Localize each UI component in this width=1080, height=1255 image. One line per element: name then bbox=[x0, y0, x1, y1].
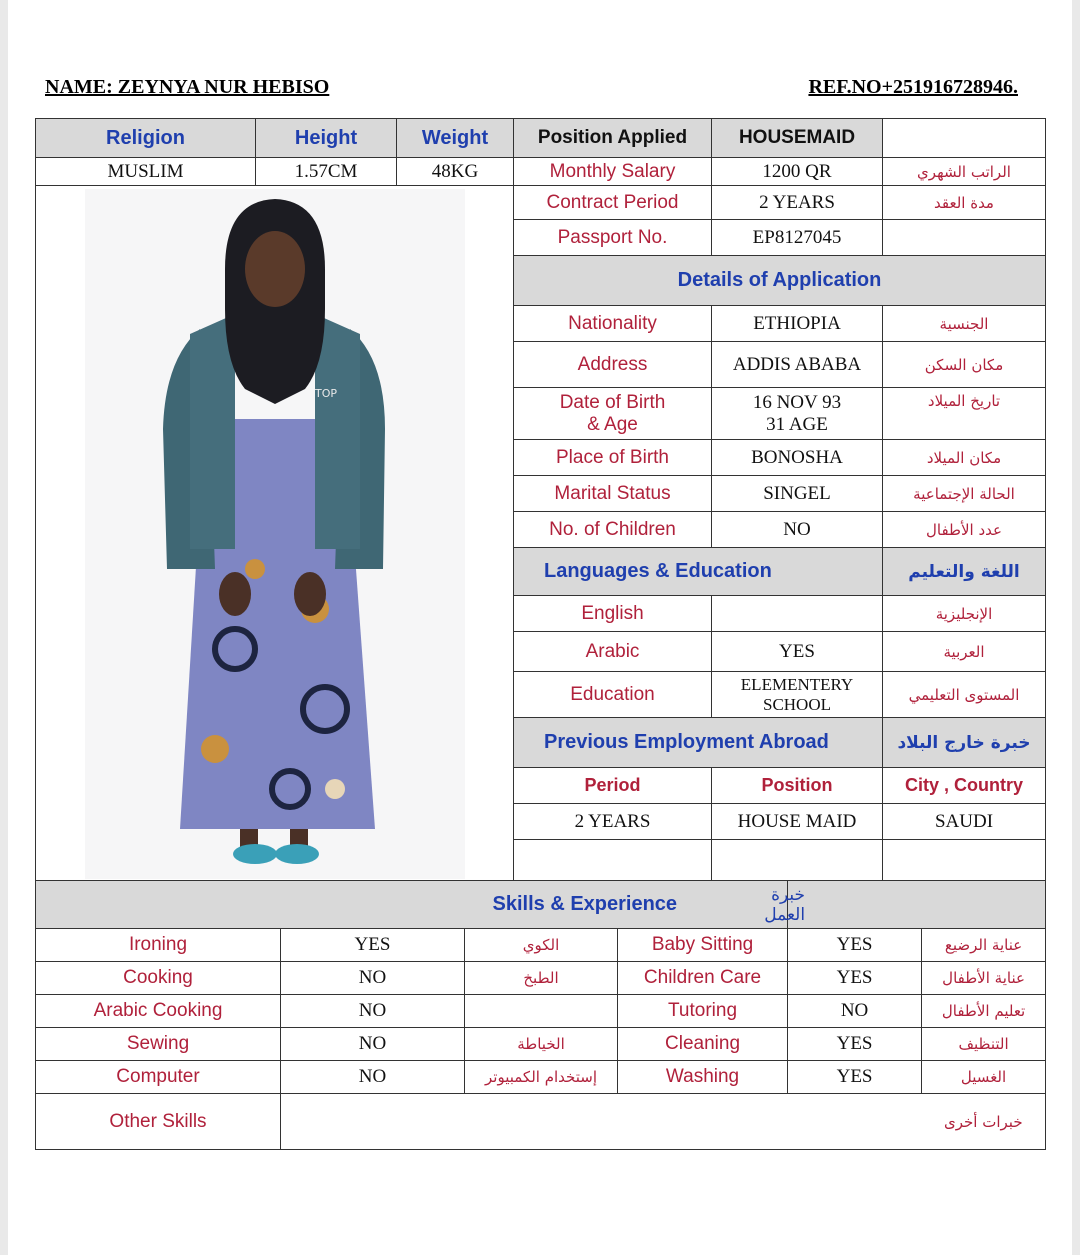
position-applied-value: HOUSEMAID bbox=[712, 119, 883, 158]
skill-tutoring-label: Tutoring bbox=[618, 995, 788, 1028]
skill-children-care-value: YES bbox=[788, 962, 922, 995]
applicant-photo bbox=[85, 189, 465, 879]
arabic-ar: العربية bbox=[883, 632, 1046, 672]
place-of-birth-ar: مكان الميلاد bbox=[883, 440, 1046, 476]
nationality-ar: الجنسية bbox=[883, 306, 1046, 342]
position-applied-blank bbox=[883, 119, 1046, 158]
address-ar: مكان السكن bbox=[883, 342, 1046, 388]
monthly-salary-ar: الراتب الشهري bbox=[883, 158, 1046, 186]
weight-value: 48KG bbox=[397, 158, 514, 186]
education-ar: المستوى التعليمي bbox=[883, 672, 1046, 718]
skill-tutoring-ar: تعليم الأطفال bbox=[922, 995, 1046, 1028]
dob-value-line2: 31 AGE bbox=[766, 413, 828, 435]
skills-title-ar: خبرة العمل bbox=[788, 881, 1046, 929]
children-value: NO bbox=[712, 512, 883, 548]
employment-col-period: Period bbox=[514, 768, 712, 804]
skill-computer-ar: إستخدام الكمبيوتر bbox=[465, 1061, 618, 1094]
skill-cleaning-label: Cleaning bbox=[618, 1028, 788, 1061]
skills-table bbox=[35, 880, 1046, 1150]
address-label: Address bbox=[514, 342, 712, 388]
languages-title: Languages & Education bbox=[514, 548, 883, 596]
applicant-portrait-image bbox=[85, 189, 465, 879]
employment-city-2 bbox=[883, 840, 1046, 882]
passport-value: EP8127045 bbox=[712, 220, 883, 256]
dob-value bbox=[712, 388, 883, 440]
skill-arabic-cooking-label: Arabic Cooking bbox=[36, 995, 281, 1028]
skill-washing-value: YES bbox=[788, 1061, 922, 1094]
monthly-salary-label: Monthly Salary bbox=[514, 158, 712, 186]
photo-cell bbox=[36, 186, 514, 882]
skill-arabic-cooking-ar bbox=[465, 995, 618, 1028]
english-label: English bbox=[514, 596, 712, 632]
address-value: ADDIS ABABA bbox=[712, 342, 883, 388]
skill-sewing-label: Sewing bbox=[36, 1028, 281, 1061]
employment-period: 2 YEARS bbox=[514, 804, 712, 840]
skill-computer-label: Computer bbox=[36, 1061, 281, 1094]
employment-city: SAUDI bbox=[883, 804, 1046, 840]
education-value-line2: SCHOOL bbox=[762, 694, 831, 714]
dob-label-line2: & Age bbox=[587, 413, 638, 435]
skill-baby-sitting-label: Baby Sitting bbox=[618, 929, 788, 962]
application-table bbox=[35, 118, 1046, 882]
employment-position-2 bbox=[712, 840, 883, 882]
skill-sewing-ar: الخياطة bbox=[465, 1028, 618, 1061]
employment-col-city: City , Country bbox=[883, 768, 1046, 804]
applicant-name: NAME: ZEYNYA NUR HEBISO bbox=[45, 76, 330, 98]
skill-cleaning-ar: التنظيف bbox=[922, 1028, 1046, 1061]
english-ar: الإنجليزية bbox=[883, 596, 1046, 632]
employment-title-ar: خبرة خارج البلاد bbox=[883, 718, 1046, 768]
nationality-value: ETHIOPIA bbox=[712, 306, 883, 342]
skill-children-care-ar: عناية الأطفال bbox=[922, 962, 1046, 995]
children-label: No. of Children bbox=[514, 512, 712, 548]
skill-ironing-value: YES bbox=[281, 929, 465, 962]
employment-position: HOUSE MAID bbox=[712, 804, 883, 840]
employment-period-2 bbox=[514, 840, 712, 882]
skill-tutoring-value: NO bbox=[788, 995, 922, 1028]
marital-status-ar: الحالة الإجتماعية bbox=[883, 476, 1046, 512]
religion-label: Religion bbox=[36, 119, 256, 158]
contract-period-label: Contract Period bbox=[514, 186, 712, 220]
skill-baby-sitting-value: YES bbox=[788, 929, 922, 962]
skill-computer-value: NO bbox=[281, 1061, 465, 1094]
skill-washing-ar: الغسيل bbox=[922, 1061, 1046, 1094]
dob-value-line1: 16 NOV 93 bbox=[752, 391, 842, 413]
other-skills-ar: خبرات أخرى bbox=[922, 1094, 1046, 1150]
arabic-label: Arabic bbox=[514, 632, 712, 672]
contract-period-ar: مدة العقد bbox=[883, 186, 1046, 220]
skill-arabic-cooking-value: NO bbox=[281, 995, 465, 1028]
place-of-birth-label: Place of Birth bbox=[514, 440, 712, 476]
reference-number: REF.NO+251916728946. bbox=[808, 76, 1018, 98]
marital-status-value: SINGEL bbox=[712, 476, 883, 512]
height-label: Height bbox=[256, 119, 397, 158]
skill-sewing-value: NO bbox=[281, 1028, 465, 1061]
skill-cooking-value: NO bbox=[281, 962, 465, 995]
passport-ar bbox=[883, 220, 1046, 256]
skill-cleaning-value: YES bbox=[788, 1028, 922, 1061]
skill-cooking-ar: الطبخ bbox=[465, 962, 618, 995]
other-skills-label: Other Skills bbox=[36, 1094, 281, 1150]
dob-ar: تاريخ الميلاد bbox=[883, 388, 1046, 440]
skill-cooking-label: Cooking bbox=[36, 962, 281, 995]
dob-label-line1: Date of Birth bbox=[559, 391, 666, 413]
skill-children-care-label: Children Care bbox=[618, 962, 788, 995]
dob-label bbox=[514, 388, 712, 440]
monthly-salary-value: 1200 QR bbox=[712, 158, 883, 186]
skill-ironing-ar: الكوي bbox=[465, 929, 618, 962]
education-value bbox=[712, 672, 883, 718]
marital-status-label: Marital Status bbox=[514, 476, 712, 512]
education-value-line1: ELEMENTERY bbox=[740, 674, 854, 694]
position-applied-label: Position Applied bbox=[514, 119, 712, 158]
nationality-label: Nationality bbox=[514, 306, 712, 342]
passport-label: Passport No. bbox=[514, 220, 712, 256]
place-of-birth-value: BONOSHA bbox=[712, 440, 883, 476]
education-label: Education bbox=[514, 672, 712, 718]
employment-col-position: Position bbox=[712, 768, 883, 804]
jacket-logo-text: TOP bbox=[314, 386, 337, 400]
cv-page bbox=[8, 0, 1072, 1255]
religion-value: MUSLIM bbox=[36, 158, 256, 186]
skill-ironing-label: Ironing bbox=[36, 929, 281, 962]
weight-label: Weight bbox=[397, 119, 514, 158]
height-value: 1.57CM bbox=[256, 158, 397, 186]
arabic-value: YES bbox=[712, 632, 883, 672]
english-value bbox=[712, 596, 883, 632]
employment-title: Previous Employment Abroad bbox=[514, 718, 883, 768]
details-title: Details of Application bbox=[514, 256, 1046, 306]
skills-title: Skills & Experience bbox=[36, 881, 788, 929]
languages-title-ar: اللغة والتعليم bbox=[883, 548, 1046, 596]
other-skills-value bbox=[281, 1094, 922, 1150]
skill-baby-sitting-ar: عناية الرضيع bbox=[922, 929, 1046, 962]
children-ar: عدد الأطفال bbox=[883, 512, 1046, 548]
contract-period-value: 2 YEARS bbox=[712, 186, 883, 220]
skill-washing-label: Washing bbox=[618, 1061, 788, 1094]
